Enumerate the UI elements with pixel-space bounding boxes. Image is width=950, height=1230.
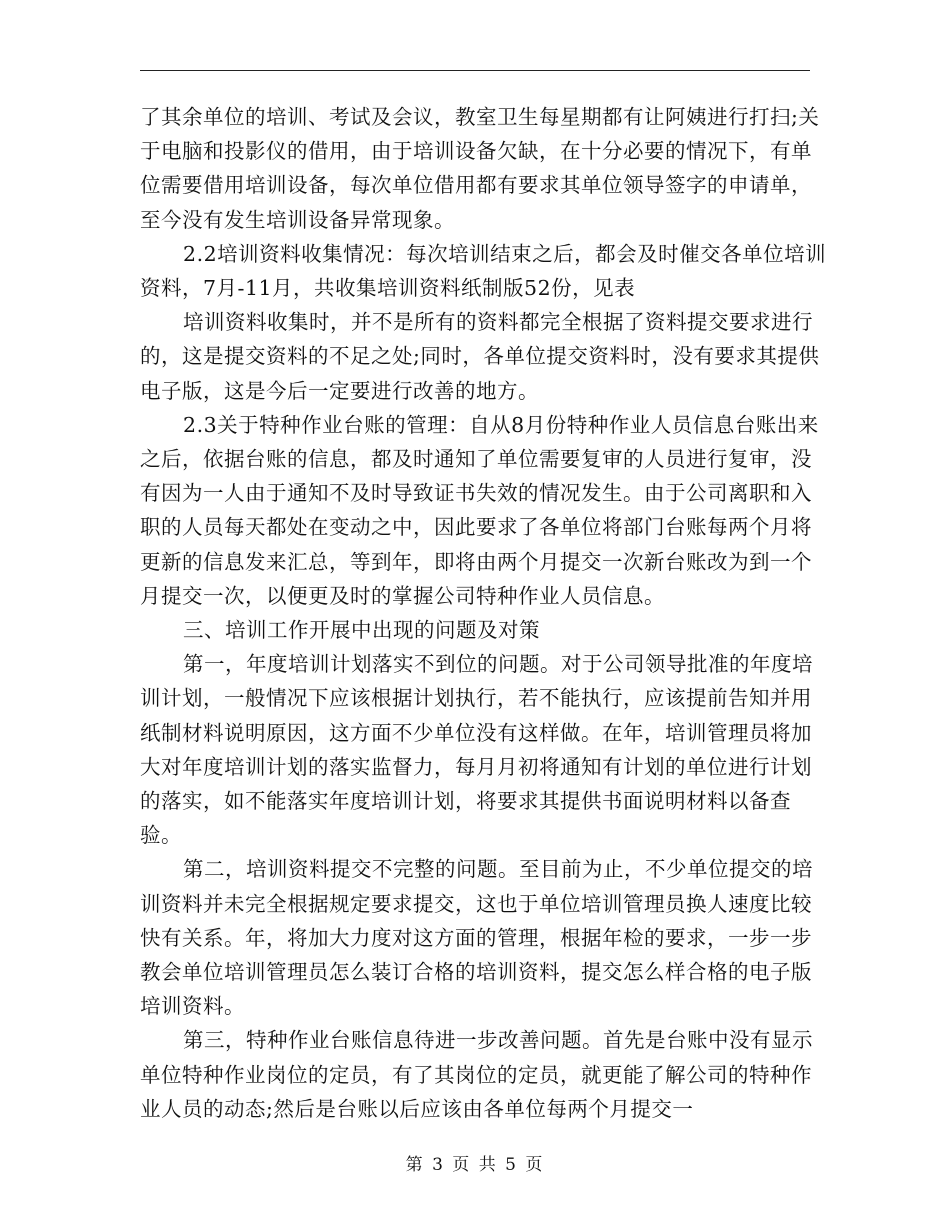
header-rule xyxy=(140,70,810,71)
paragraph: 培训资料收集时，并不是所有的资料都完全根据了资料提交要求进行的，这是提交资料的不足之处;同时，各单位提交资料时，没有要求其提供电子版，这是今后一定要进行改善的地方。 xyxy=(140,310,820,403)
paragraph: 第三，特种作业台账信息待进一步改善问题。首先是台账中没有显示单位特种作业岗位的定员，有了其岗位的定员，就更能了解公司的特种作业人员的动态;然后是台账以后应该由各单位每两个月提交一 xyxy=(140,1028,814,1121)
paragraph: 2.3关于特种作业台账的管理：自从8月份特种作业人员信息台账出来之后，依据台账的信息，都及时通知了单位需要复审的人员进行复审，没有因为一人由于通知不及时导致证书失效的情况发生。由于公司离职和入职的人员每天都处在变动之中，因此要求了各单位将部门台账每两个月将更新的信息发来汇总，等到年，即将由两个月提交一次新台账改为到一个月提交一次，以便更及时的掌握公司特种作业人员信息。 xyxy=(140,412,819,608)
paragraph: 第二，培训资料提交不完整的问题。至目前为止，不少单位提交的培训资料并未完全根据规定要求提交，这也于单位培训管理员换人速度比较快有关系。年，将加大力度对这方面的管理，根据年检的要求，一步一步教会单位培训管理员怎么装订合格的培训资料，提交怎么样合格的电子版培训资料。 xyxy=(140,857,814,1019)
paragraph: 了其余单位的培训、考试及会议，教室卫生每星期都有让阿姨进行打扫;关于电脑和投影仪的借用，由于培训设备欠缺，在十分必要的情况下，有单位需要借用培训设备，每次单位借用都有要求其单位领导签字的申请单，至今没有发生培训设备异常现象。 xyxy=(140,105,820,232)
paragraph: 第一，年度培训计划落实不到位的问题。对于公司领导批准的年度培训计划，一般情况下应该根据计划执行，若不能执行，应该提前告知并用纸制材料说明原因，这方面不少单位没有这样做。在年，培训管理员将加大对年度培训计划的落实监督力，每月月初将通知有计划的单位进行计划的落实，如不能落实年度培训计划，将要求其提供书面说明材料以备查验。 xyxy=(140,652,814,848)
section-heading: 三、培训工作开展中出现的问题及对策 xyxy=(183,618,541,643)
page-number-footer: 第 3 页 共 5 页 xyxy=(405,1155,545,1175)
document-body xyxy=(140,100,830,1126)
paragraph: 2.2培训资料收集情况：每次培训结束之后，都会及时催交各单位培训资料，7月-11月，共收集培训资料纸制版52份，见表 xyxy=(140,241,827,301)
